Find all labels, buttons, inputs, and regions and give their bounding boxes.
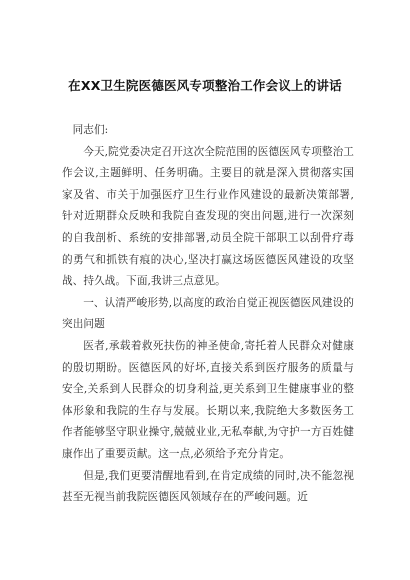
salutation: 同志们: [72,124,109,136]
document-body [62,120,354,509]
section-heading-1: 一、认清严峻形势,以高度的政治自觉正视医德医风建设的突出问题 [62,296,354,331]
paragraph-problems: 但是,我们更要清醒地看到,在肯定成绩的同时,决不能忽视甚至无视当前我院医德医风领域存在的严峻问题。近 [62,469,354,504]
paragraph-medical-ethics: 医者,承载着救死扶伤的神圣使命,寄托着人民群众对健康的殷切期盼。医德医风的好坏,直接关系到医疗服务的质量与安全,关系到人民群众的切身利益,更关系到卫生健康事业的整体形象和我院的生存与发展。长期以来,我院绝大多数医务工作者能够坚守职业操守,兢兢业业,无私奉献,为守护一方百姓健康作出了重要贡献。这一点,必须给予充分肯定。 [62,339,354,460]
document-title: 在XX卫生院医德医风专项整治工作会议上的讲话 [68,78,342,93]
paragraph-intro: 今天,院党委决定召开这次全院范围的医德医风专项整治工作会议,主题鲜明、任务明确。主要目的就是深入贯彻落实国家及省、市关于加强医疗卫生行业作风建设的最新决策部署,针对近期群众反映和我院自查发现的突出问题,进行一次深刻的自我剖析、系统的安排部署,动员全院干部职工以刮骨疗毒的勇气和抓铁有痕的决心,坚决打赢这场医德医风建设的攻坚战、持久战。下面,我讲三点意见。 [62,145,354,288]
